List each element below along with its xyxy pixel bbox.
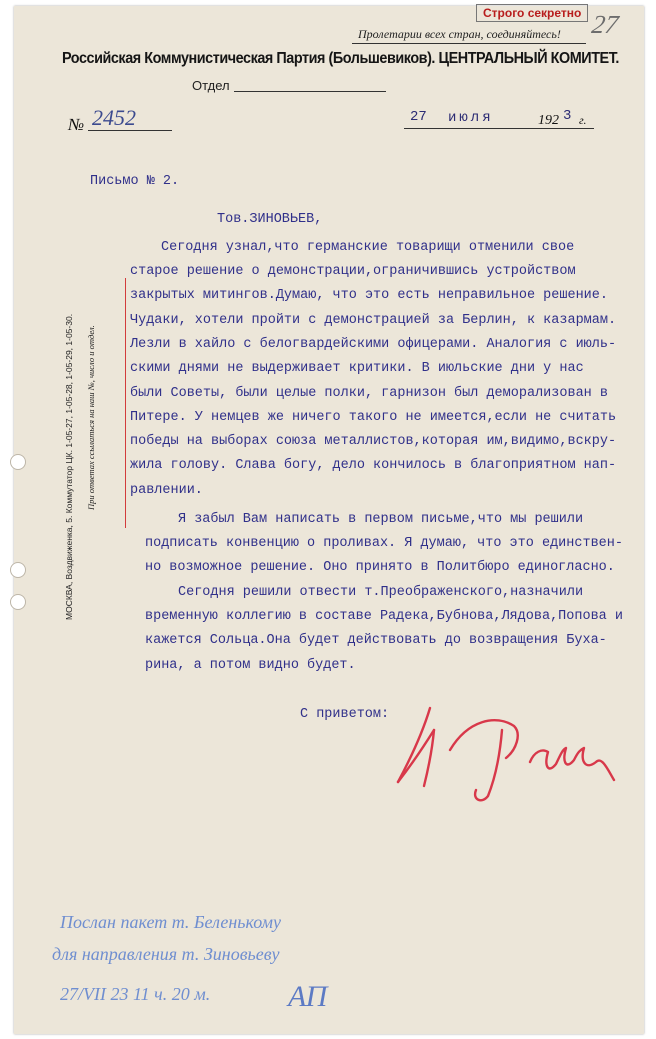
body-line: были Советы, были целые полки, гарнизон был деморализован в	[130, 386, 608, 401]
handwritten-initials: АП	[288, 980, 328, 1013]
handwritten-note-line: 27/VII 23 11 ч. 20 м.	[60, 984, 211, 1004]
body-line: жила голову. Слава богу, дело кончилось в благоприятном нап-	[130, 458, 617, 473]
body-line: Лезли в хайло с белогвардейскими офицерами. Аналогия с июль-	[130, 337, 617, 352]
closing: С приветом:	[300, 707, 390, 722]
body-line: скими днями не выдерживает критики. В июльские дни у нас	[130, 361, 584, 376]
department-label: Отдел	[192, 78, 230, 93]
body-line: рина, а потом видно будет.	[145, 658, 356, 673]
punch-hole	[10, 562, 26, 578]
letterhead-title: Российская Коммунистическая Партия (Большевиков). ЦЕНТРАЛЬНЫЙ КОМИТЕТ.	[62, 50, 619, 67]
body-line: победы на выборах союза металлистов,которая им,видимо,вскру-	[130, 434, 617, 449]
date-month: июля	[448, 110, 494, 126]
department-field-line	[234, 91, 386, 92]
divider	[352, 43, 586, 44]
document-number: 2452	[92, 105, 136, 130]
side-note: При ответах ссылаться на наш №, число и отдел.	[86, 325, 96, 510]
slogan: Пролетарии всех стран, соединяйтесь!	[358, 27, 561, 41]
date-year-suffix: 3	[563, 108, 572, 124]
body-line: Питере. У немцев же ничего такого не имеется,если не считать	[130, 410, 617, 425]
body-line: Сегодня узнал,что германские товарищи отменили свое	[161, 240, 575, 255]
handwritten-note-line: для направления т. Зиновьеву	[52, 944, 280, 964]
body-line: Сегодня решили отвести т.Преображенского,назначили	[178, 585, 584, 600]
handwritten-note-line: Послан пакет т. Беленькому	[60, 912, 282, 932]
archive-number: 27	[590, 10, 621, 39]
body-line: подписать конвенцию о проливах. Я думаю, что это единствен-	[145, 536, 623, 551]
body-line: закрытых митингов.Думаю, что это есть неправильное решение.	[130, 288, 608, 303]
body-line: Я забыл Вам написать в первом письме,что мы решили	[178, 512, 584, 527]
letter-heading: Письмо № 2.	[90, 174, 180, 189]
body-line: кажется Сольца.Она будет действовать до возвращения Буха-	[145, 633, 607, 648]
signature	[390, 700, 624, 810]
date-year-unit: г.	[579, 113, 587, 127]
date-field-line	[404, 128, 594, 129]
body-line: равлении.	[130, 483, 203, 498]
body-line: Чудаки, хотели пройти с демонстрацией за Берлин, к казармам.	[130, 313, 617, 328]
date-day: 27	[410, 109, 427, 125]
punch-hole	[10, 594, 26, 610]
addressee: Тов.ЗИНОВЬЕВ,	[217, 212, 323, 227]
body-line: но возможное решение. Оно принято в Политбюро единогласно.	[145, 560, 615, 575]
number-label: №	[68, 115, 85, 134]
classification-stamp: Строго секретно	[476, 4, 588, 22]
body-line: старое решение о демонстрации,ограничившись устройством	[130, 264, 576, 279]
side-address: МОСКВА, Воздвиженка, 5. Коммутатор ЦК. 1-05-27, 1-05-28, 1-05-29, 1-05-30.	[64, 313, 74, 620]
body-line: временную коллегию в составе Радека,Бубнова,Лядова,Попова и	[145, 609, 623, 624]
margin-mark	[125, 278, 126, 528]
number-field-line	[88, 130, 172, 131]
date-year-prefix: 192	[538, 113, 559, 128]
punch-hole	[10, 454, 26, 470]
